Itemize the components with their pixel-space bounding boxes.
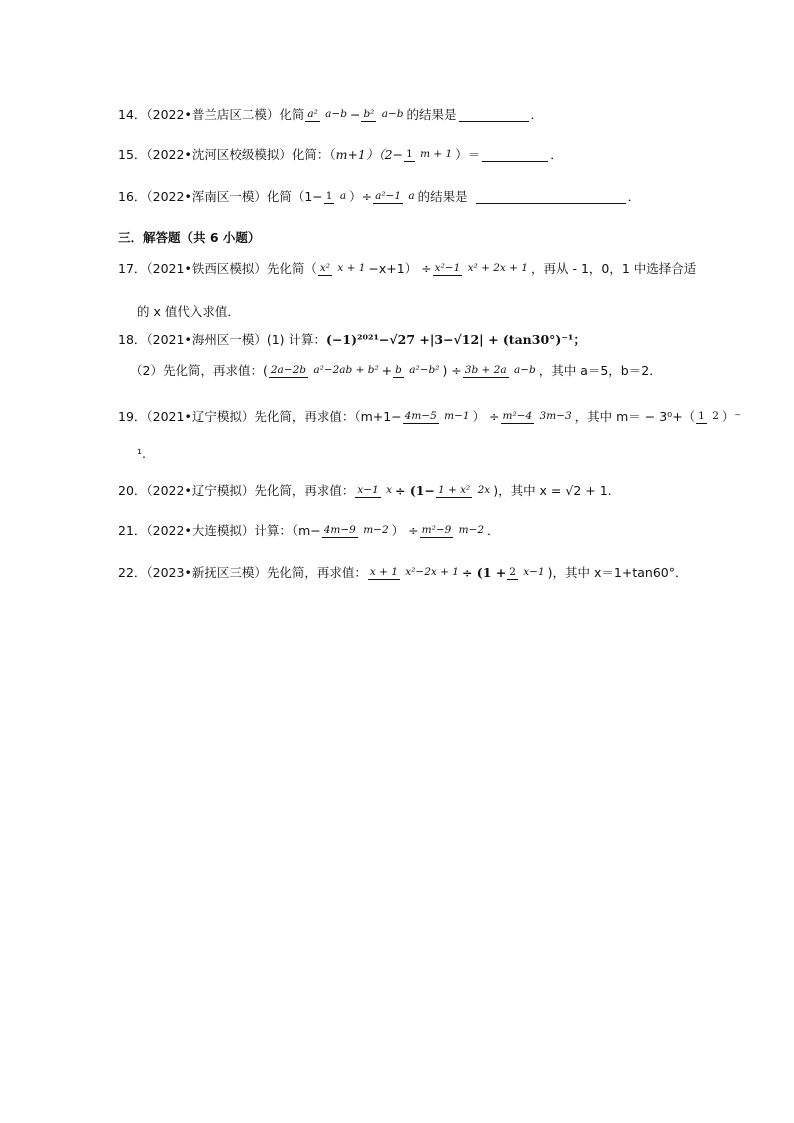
q20-fraction-1 (355, 484, 394, 498)
q21-fraction-1 (322, 524, 391, 538)
question-22 (118, 566, 687, 580)
q15-fraction (404, 148, 454, 162)
fraction-numerator: a²−1 (373, 191, 403, 204)
answer-blank[interactable] (459, 109, 529, 122)
q18-fraction-1 (269, 364, 381, 378)
period: ． (487, 522, 500, 538)
q22-tail: )，其中 x＝1+tan60°． (547, 564, 688, 580)
q22-text: 22．（2023•新抚区三模）先化简，再求值： (118, 564, 367, 580)
q20-fraction-2 (436, 484, 492, 498)
q18-tail: ，其中 a＝5，b＝2． (538, 362, 662, 378)
fraction-numerator: m²−9 (420, 525, 454, 538)
q15-close: ）＝ (455, 146, 481, 162)
fraction-denominator: a−b (325, 108, 347, 120)
fraction-numerator: 1 + x² (436, 485, 472, 498)
plus-sign: + (381, 362, 393, 378)
q19-mid: ） ÷ (472, 408, 500, 424)
q18-fraction-2 (393, 364, 441, 378)
question-16 (118, 190, 640, 204)
period: ． (550, 146, 563, 162)
q19-tail: ，其中 m＝ − 3⁰+（ (574, 408, 696, 424)
q22-fraction-2 (507, 566, 546, 580)
q20-text: 20．（2022•辽宁模拟）先化简，再求值： (118, 482, 355, 498)
section-heading (118, 232, 260, 245)
q17-line-2: 的 x 值代入求值． (137, 304, 240, 319)
fraction-denominator: a (408, 190, 415, 202)
fraction-numerator: 4m−9 (322, 525, 358, 538)
q16-fraction-2 (373, 190, 417, 204)
fraction-numerator: x−1 (355, 485, 380, 498)
question-19 (118, 410, 741, 424)
fraction-numerator: 1 (696, 411, 707, 424)
q20-mid: ÷ (1− (395, 482, 435, 498)
fraction-numerator: x² (318, 263, 332, 276)
period: ． (530, 106, 544, 122)
period: ． (627, 188, 641, 204)
q19-fraction-1 (403, 410, 472, 424)
q21-fraction-2 (420, 524, 486, 538)
q15-text: 15．（2022•沈河区校级模拟）化简：（ (118, 146, 336, 162)
question-14 (118, 108, 543, 122)
q19-fraction-3 (696, 410, 721, 424)
divide-sign: ) ÷ (442, 362, 462, 378)
question-18 (118, 334, 586, 347)
q21-text: 21．（2022•大连模拟）计算：（m− (118, 522, 321, 538)
q18-fraction-3 (463, 364, 538, 378)
fraction-denominator: x² + 2x + 1 (467, 262, 528, 274)
q19-line-2: ¹. (137, 446, 146, 461)
fraction-denominator: a²−b² (409, 364, 440, 376)
question-15 (118, 148, 563, 162)
fraction-denominator: 2x (477, 484, 491, 496)
answer-blank[interactable] (476, 191, 626, 204)
fraction-denominator: m + 1 (420, 148, 453, 160)
q18-part2-text: （2）先化简，再求值：( (130, 362, 268, 378)
answer-blank[interactable] (482, 149, 548, 162)
fraction-denominator: m−1 (444, 410, 470, 422)
q17-text: 17．（2021•铁西区模拟）先化简（ (118, 260, 317, 276)
fraction-denominator: x + 1 (337, 262, 366, 274)
fraction-denominator: a−b (513, 364, 536, 376)
q18-expression: (−1)²⁰²¹−√27 +|3−√12| + (tan30°)⁻¹； (326, 332, 586, 347)
fraction-denominator: a−b (381, 108, 404, 120)
fraction-numerator: 3b + 2a (463, 365, 509, 378)
q14-fraction-1 (305, 108, 349, 122)
fraction-denominator: a²−2ab + b² (313, 364, 379, 376)
fraction-denominator: a (339, 190, 347, 202)
fraction-denominator: 3m−3 (539, 410, 572, 422)
q17-mid: −x+1） ÷ (368, 260, 432, 276)
question-21 (118, 524, 500, 538)
q14-fraction-2 (361, 108, 405, 122)
q15-expr: m+1）（2− (335, 146, 404, 162)
fraction-denominator: x (386, 484, 393, 496)
fraction-numerator: 2 (507, 567, 518, 580)
q19-text: 19．（2021•辽宁模拟）先化简，再求值：（m+1− (118, 408, 402, 424)
fraction-denominator: m−2 (458, 524, 485, 536)
q20-tail: )，其中 x = √2 + 1. (493, 482, 612, 498)
question-18-part-2 (130, 364, 662, 378)
q22-fraction-1 (368, 566, 461, 580)
q16-tail: 的结果是 (417, 188, 468, 204)
fraction-numerator: 2a−2b (269, 365, 308, 378)
q14-tail: 的结果是 (406, 106, 457, 122)
section-title: 三．解答题（共 6 小题） (118, 230, 261, 245)
q16-fraction-1 (324, 190, 348, 204)
question-20 (118, 484, 612, 498)
q16-mid: ）÷ (349, 188, 373, 204)
q19-tail-2: ）⁻ (721, 408, 741, 424)
q21-mid: ） ÷ (391, 522, 419, 538)
fraction-denominator: x−1 (523, 566, 545, 578)
fraction-denominator: m−2 (363, 524, 389, 536)
q17-fraction-1 (318, 262, 368, 276)
q16-text: 16．（2022•浑南区一模）化简（1− (118, 188, 323, 204)
fraction-numerator: x + 1 (368, 567, 400, 580)
q14-text: 14．（2022•普兰店区二模）化简 (118, 106, 305, 122)
question-17 (118, 262, 696, 276)
fraction-numerator: 1 (404, 149, 415, 162)
fraction-numerator: a² (305, 109, 319, 122)
fraction-numerator: b² (361, 109, 376, 122)
minus-sign: − (349, 106, 361, 122)
fraction-numerator: 1 (324, 191, 335, 204)
fraction-numerator: 4m−5 (403, 411, 439, 424)
fraction-denominator: 2 (712, 410, 719, 422)
q17-fraction-2 (433, 262, 530, 276)
q22-mid: ÷ (1 + (461, 564, 507, 580)
fraction-numerator: b (393, 365, 404, 378)
fraction-numerator: x²−1 (433, 263, 463, 276)
q18-text: 18．（2021•海州区一模）(1) 计算： (118, 332, 327, 347)
fraction-denominator: x²−2x + 1 (405, 566, 459, 578)
fraction-numerator: m²−4 (501, 411, 535, 424)
q17-tail: ，再从 - 1，0，1 中选择合适 (530, 260, 697, 276)
q19-fraction-2 (501, 410, 574, 424)
